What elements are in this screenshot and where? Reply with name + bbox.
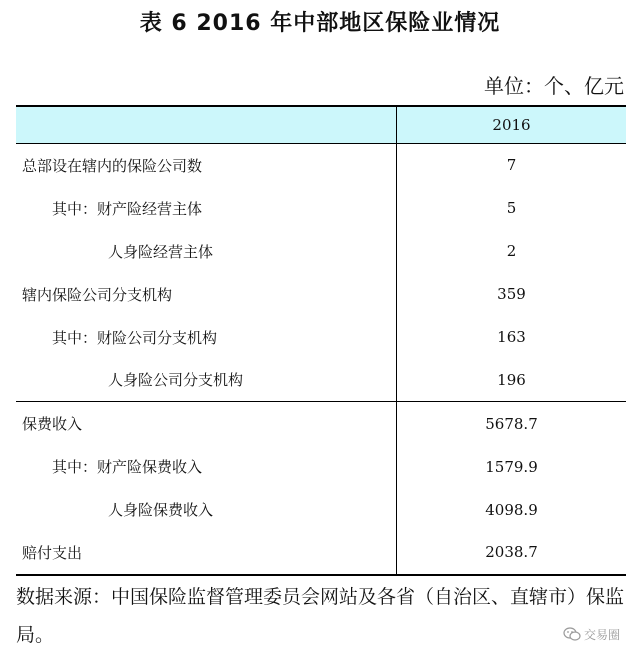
row-label: 其中：财产险经营主体 bbox=[52, 199, 203, 218]
insurance-table bbox=[16, 105, 626, 576]
row-label: 人身险经营主体 bbox=[108, 242, 214, 261]
row-label: 其中：财产险保费收入 bbox=[52, 458, 203, 477]
row-label: 辖内保险公司分支机构 bbox=[22, 285, 173, 304]
table-row bbox=[16, 230, 626, 273]
row-label: 人身险保费收入 bbox=[108, 501, 214, 520]
source-note: 数据来源：中国保险监督管理委员会网站及各省（自治区、直辖市）保监局。 bbox=[16, 586, 625, 646]
row-value: 2 bbox=[397, 230, 627, 273]
table-row bbox=[16, 358, 626, 401]
wechat-icon bbox=[563, 627, 581, 642]
row-label: 总部设在辖内的保险公司数 bbox=[22, 156, 203, 175]
table-row bbox=[16, 445, 626, 488]
row-value: 163 bbox=[397, 316, 627, 359]
table-row bbox=[16, 144, 626, 187]
row-value: 7 bbox=[397, 144, 627, 187]
row-value: 2038.7 bbox=[397, 531, 627, 575]
row-value: 5 bbox=[397, 187, 627, 230]
row-value: 4098.9 bbox=[397, 488, 627, 531]
table-title: 表 6 2016 年中部地区保险业情况 bbox=[139, 11, 501, 36]
watermark-text: 交易圈 bbox=[583, 628, 620, 642]
row-label: 赔付支出 bbox=[16, 531, 397, 575]
row-label: 其中：财险公司分支机构 bbox=[52, 328, 218, 347]
table-header-row bbox=[16, 106, 626, 144]
table-row bbox=[16, 402, 626, 445]
row-label: 人身险公司分支机构 bbox=[108, 371, 244, 390]
row-value: 359 bbox=[397, 273, 627, 316]
header-year-cell: 2016 bbox=[397, 106, 627, 144]
header-label-cell bbox=[16, 106, 397, 144]
row-value: 196 bbox=[397, 358, 627, 401]
table-row bbox=[16, 273, 626, 316]
table-row bbox=[16, 531, 626, 575]
table-row bbox=[16, 488, 626, 531]
table-row bbox=[16, 316, 626, 359]
table-row bbox=[16, 187, 626, 230]
unit-label: 单位：个、亿元 bbox=[484, 74, 624, 98]
row-label: 保费收入 bbox=[16, 402, 397, 445]
row-value: 5678.7 bbox=[397, 402, 627, 445]
row-value: 1579.9 bbox=[397, 445, 627, 488]
watermark bbox=[563, 626, 620, 643]
